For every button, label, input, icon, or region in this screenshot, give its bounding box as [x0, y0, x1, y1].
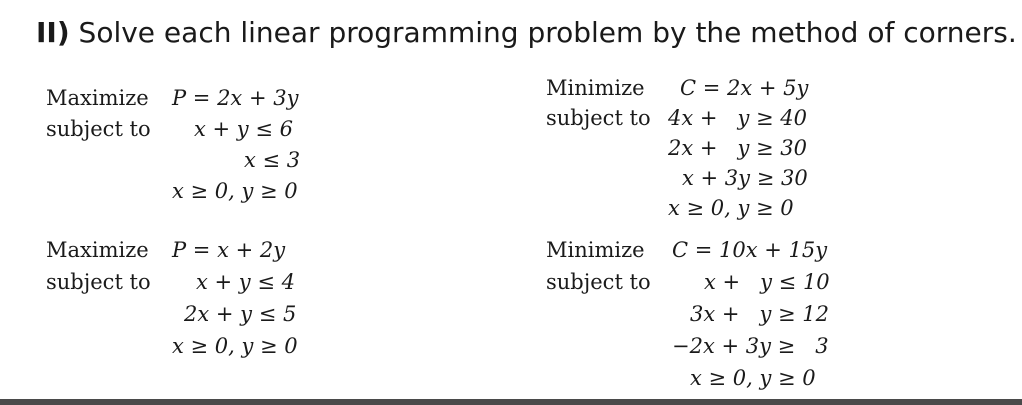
problem-3-subject-to: subject to — [46, 270, 151, 294]
problem-3-constraint: x ≥ 0, y ≥ 0 — [172, 334, 298, 358]
problem-1-constraint: x ≤ 3 — [244, 148, 301, 172]
section-number: II) — [36, 16, 70, 49]
problem-4-goal: Minimize — [546, 238, 645, 262]
problem-4-constraint: −2x + 3y ≥ 3 — [672, 334, 829, 358]
problem-4-constraint: 3x + y ≥ 12 — [690, 302, 830, 326]
problem-3-constraint: 2x + y ≤ 5 — [184, 302, 297, 326]
problem-4-constraint: x + y ≤ 10 — [704, 270, 830, 294]
problem-3-objective: P = x + 2y — [172, 238, 286, 262]
problem-4-subject-to: subject to — [546, 270, 651, 294]
problem-2-constraint: 2x + y ≥ 30 — [668, 136, 808, 160]
problem-2-subject-to: subject to — [546, 106, 651, 130]
page-heading — [36, 16, 1017, 49]
problem-1-subject-to: subject to — [46, 117, 151, 141]
problem-3-constraint: x + y ≤ 4 — [196, 270, 295, 294]
problem-1-objective: P = 2x + 3y — [172, 86, 299, 110]
problem-2-constraint: x ≥ 0, y ≥ 0 — [668, 196, 794, 220]
problem-1-constraint: x + y ≤ 6 — [194, 117, 293, 141]
problem-2-goal: Minimize — [546, 76, 645, 100]
problem-4-objective: C = 10x + 15y — [672, 238, 828, 262]
problem-3-goal: Maximize — [46, 238, 149, 262]
problem-4-constraint: x ≥ 0, y ≥ 0 — [690, 366, 816, 390]
problem-2-constraint: x + 3y ≥ 30 — [682, 166, 808, 190]
instruction-text: Solve each linear programming problem by the method of corners. — [78, 16, 1017, 49]
problem-2-objective: C = 2x + 5y — [680, 76, 809, 100]
bottom-border — [0, 399, 1022, 405]
problem-2-constraint: 4x + y ≥ 40 — [668, 106, 808, 130]
problem-1-goal: Maximize — [46, 86, 149, 110]
problem-1-constraint: x ≥ 0, y ≥ 0 — [172, 179, 298, 203]
